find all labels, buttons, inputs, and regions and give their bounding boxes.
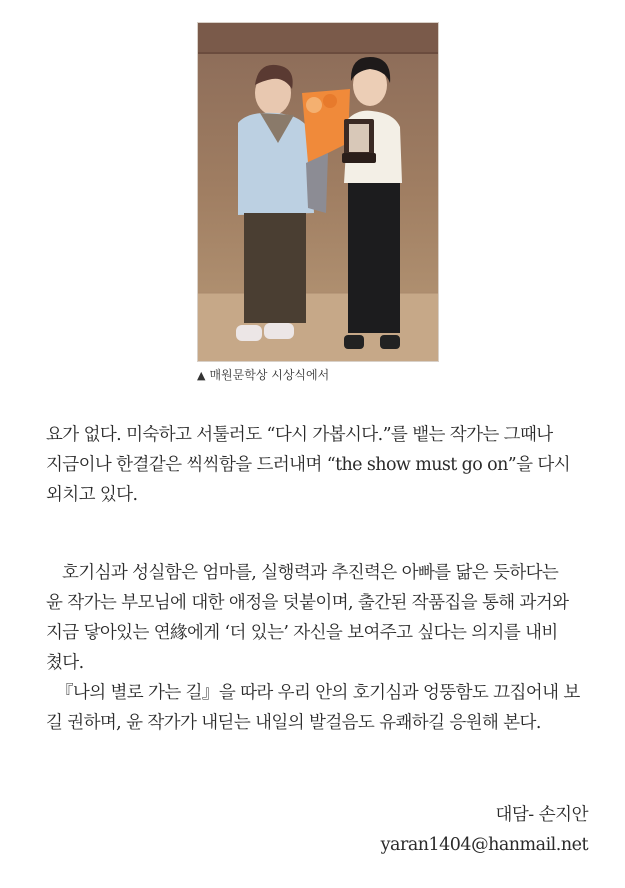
- text-line: 윤 작가는 부모님에 대한 애정을 덧붙이며, 출간된 작품집을 통해 과거와: [46, 593, 569, 613]
- text-line: 요가 없다. 미숙하고 서툴러도 “다시 가봅시다.”를 뱉는 작가는 그때나: [46, 425, 553, 445]
- caption-marker: ▲: [197, 369, 206, 382]
- caption-text: 매원문학상 시상식에서: [209, 368, 330, 382]
- text-line: 『나의 별로 가는 길』을 따라 우리 안의 호기심과 엉뚱함도 끄집어내 보: [56, 683, 580, 703]
- award-ceremony-photo: [197, 22, 439, 362]
- photo-caption: [197, 366, 329, 383]
- article-credit: [381, 800, 588, 860]
- interviewer-credit: 대담- 손지안: [495, 805, 588, 825]
- paragraph-gap: [46, 510, 591, 558]
- text-line: 지금이나 한결같은 씩씩함을 드러내며 “the show must go on”을 다시: [46, 455, 571, 475]
- text-line: 외치고 있다.: [46, 485, 138, 505]
- text-line: 쳤다.: [46, 653, 84, 673]
- text-line: 호기심과 성실함은 엄마를, 실행력과 추진력은 아빠를 닮은 듯하다는: [62, 563, 559, 583]
- text-line: 지금 닿아있는 연緣에게 ‘더 있는’ 자신을 보여주고 싶다는 의지를 내비: [46, 623, 558, 643]
- author-email[interactable]: yaran1404@hanmail.net: [380, 835, 588, 855]
- text-line: 길 권하며, 윤 작가가 내딛는 내일의 발걸음도 유쾌하길 응원해 본다.: [46, 713, 541, 733]
- article-body: [46, 420, 591, 738]
